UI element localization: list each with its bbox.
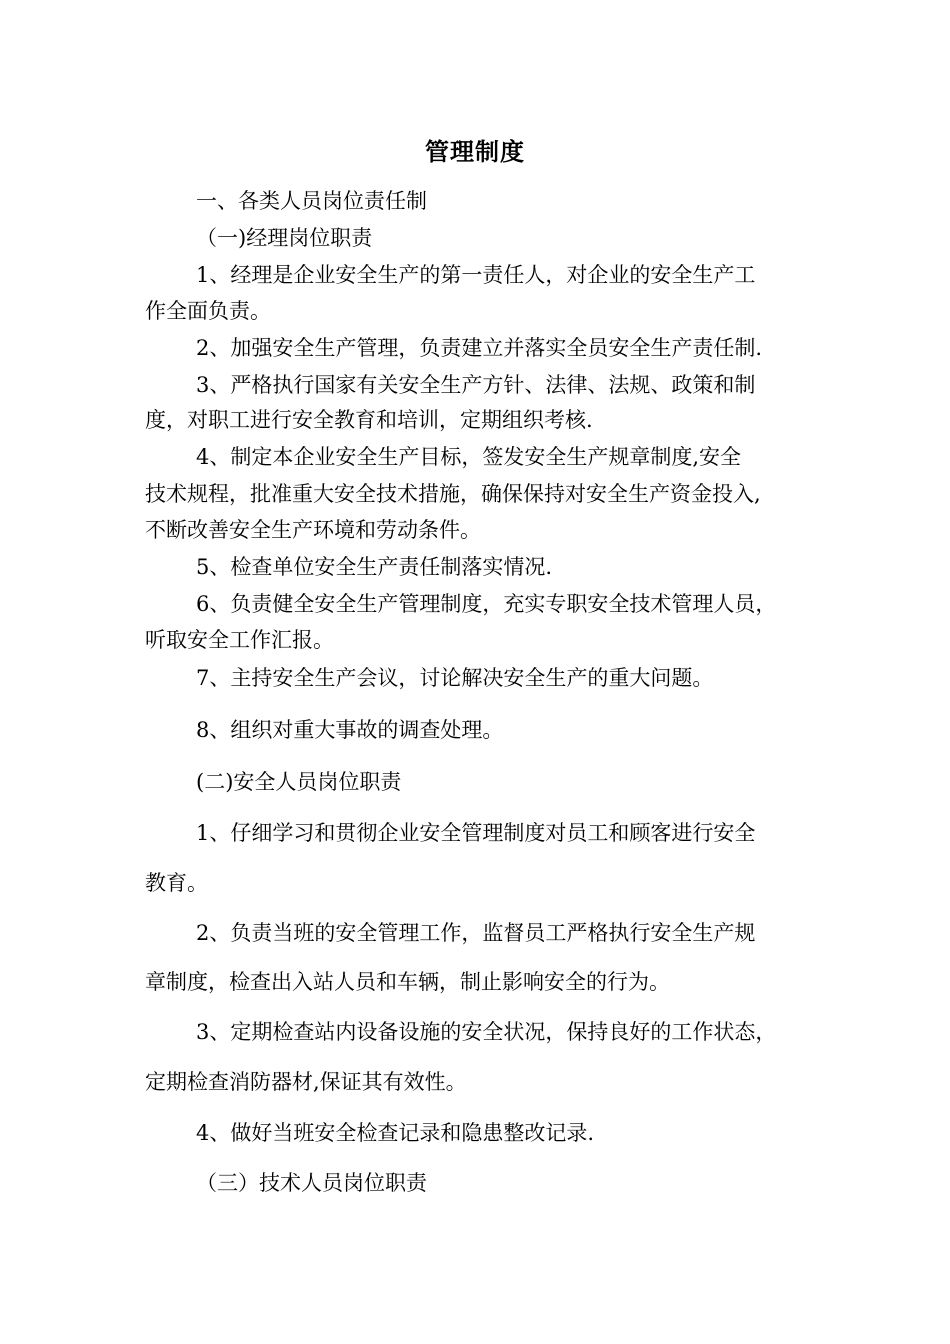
paragraph-line: 1、仔细学习和贯彻企业安全管理制度对员工和顾客进行安全	[196, 821, 756, 845]
paragraph-line: 1、经理是企业安全生产的第一责任人，对企业的安全生产工	[196, 263, 756, 287]
paragraph-line: 技术规程，批准重大安全技术措施，确保保持对安全生产资金投入,	[145, 482, 761, 506]
paragraph-line: 2、加强安全生产管理，负责建立并落实全员安全生产责任制.	[196, 336, 763, 360]
paragraph-line: 作全面负责。	[145, 299, 271, 323]
paragraph-line: 5、检查单位安全生产责任制落实情况.	[196, 555, 553, 579]
subsection-heading: （一)经理岗位职责	[196, 226, 373, 250]
paragraph-line: 定期检查消防器材,保证其有效性。	[145, 1070, 467, 1094]
section-heading: 一、各类人员岗位责任制	[196, 189, 427, 213]
paragraph-line: 3、严格执行国家有关安全生产方针、法律、法规、政策和制	[196, 373, 756, 397]
paragraph-line: 7、主持安全生产会议，讨论解决安全生产的重大问题。	[196, 666, 714, 690]
paragraph-line: 4、制定本企业安全生产目标，签发安全生产规章制度,安全	[196, 445, 742, 469]
subsection-heading: (二)安全人员岗位职责	[196, 770, 402, 794]
paragraph-line: 不断改善安全生产环境和劳动条件。	[145, 518, 481, 542]
paragraph-line: 章制度，检查出入站人员和车辆，制止影响安全的行为。	[145, 970, 670, 994]
subsection-heading: （三）技术人员岗位职责	[196, 1171, 427, 1195]
paragraph-line: 4、做好当班安全检查记录和隐患整改记录.	[196, 1121, 595, 1145]
paragraph-line: 听取安全工作汇报。	[145, 628, 334, 652]
paragraph-line: 3、定期检查站内设备设施的安全状况，保持良好的工作状态，	[196, 1020, 777, 1044]
document-title: 管理制度	[425, 137, 525, 166]
paragraph-line: 8、组织对重大事故的调查处理。	[196, 718, 504, 742]
paragraph-line: 6、负责健全安全生产管理制度，充实专职安全技术管理人员，	[196, 592, 777, 616]
paragraph-line: 度，对职工进行安全教育和培训，定期组织考核.	[145, 408, 593, 432]
paragraph-line: 教育。	[145, 871, 208, 895]
paragraph-line: 2、负责当班的安全管理工作，监督员工严格执行安全生产规	[196, 921, 756, 945]
